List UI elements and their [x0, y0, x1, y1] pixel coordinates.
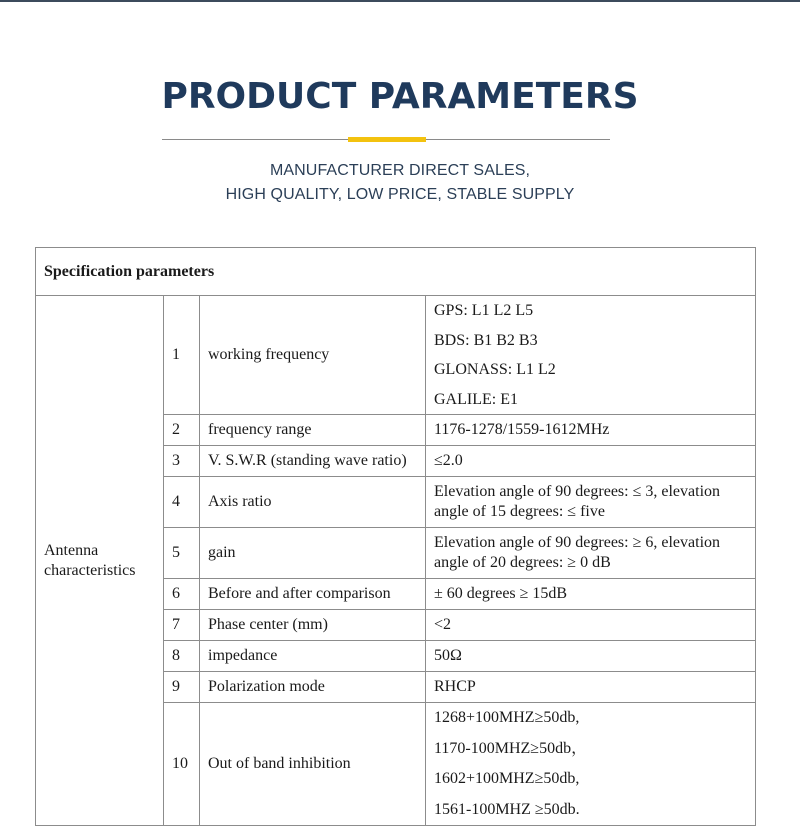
param-name: Axis ratio [200, 477, 426, 528]
param-value: RHCP [426, 672, 756, 703]
param-value: Elevation angle of 90 degrees: ≤ 3, elevation angle of 15 degrees: ≤ five [426, 477, 756, 528]
value-line: 1268+100MHZ≥50db, [434, 709, 580, 726]
table-header-row [36, 248, 756, 296]
row-number: 2 [164, 415, 200, 446]
category-label-line1: Antenna [44, 541, 99, 559]
param-value: Elevation angle of 90 degrees: ≥ 6, elevation angle of 20 degrees: ≥ 0 dB [426, 528, 756, 579]
subtitle-line-2: HIGH QUALITY, LOW PRICE, STABLE SUPPLY [225, 186, 575, 203]
page-title: PRODUCT PARAMETERS [161, 76, 639, 117]
param-name: Before and after comparison [200, 579, 426, 610]
param-name: V. S.W.R (standing wave ratio) [200, 446, 426, 477]
category-cell [36, 296, 164, 826]
param-value: ≤2.0 [426, 446, 756, 477]
table-row [36, 296, 756, 415]
row-number: 1 [164, 296, 200, 415]
value-line: GLONASS: L1 L2 [434, 361, 556, 378]
param-value: <2 [426, 610, 756, 641]
value-line: 1561-100MHZ ≥50db. [434, 800, 580, 818]
param-value: 1176-1278/1559-1612MHz [426, 415, 756, 446]
value-line: 1602+100MHZ≥50db, [434, 770, 580, 787]
subtitle-line-1: MANUFACTURER DIRECT SALES, [269, 162, 531, 179]
title-accent-bar [348, 137, 426, 142]
category-label-line2: characteristics [44, 561, 136, 579]
row-number: 6 [164, 579, 200, 610]
row-number: 7 [164, 610, 200, 641]
param-value [426, 703, 756, 826]
param-name: Phase center (mm) [200, 610, 426, 641]
param-name: Polarization mode [200, 672, 426, 703]
row-number: 3 [164, 446, 200, 477]
row-number: 5 [164, 528, 200, 579]
spec-table [35, 247, 756, 826]
value-line: GALILE: E1 [434, 390, 518, 408]
param-name: frequency range [200, 415, 426, 446]
param-value: ± 60 degrees ≥ 15dB [426, 579, 756, 610]
param-value: 50Ω [426, 641, 756, 672]
top-border-line [0, 0, 800, 2]
row-number: 4 [164, 477, 200, 528]
param-value [426, 296, 756, 415]
param-name: gain [200, 528, 426, 579]
table-heading: Specification parameters [36, 248, 756, 296]
row-number: 8 [164, 641, 200, 672]
value-line: BDS: B1 B2 B3 [434, 331, 538, 349]
param-name: working frequency [200, 296, 426, 415]
param-name: Out of band inhibition [200, 703, 426, 826]
row-number: 10 [164, 703, 200, 826]
row-number: 9 [164, 672, 200, 703]
param-name: impedance [200, 641, 426, 672]
value-line: GPS: L1 L2 L5 [434, 302, 534, 319]
value-line: 1170-100MHZ≥50db， [434, 739, 588, 757]
